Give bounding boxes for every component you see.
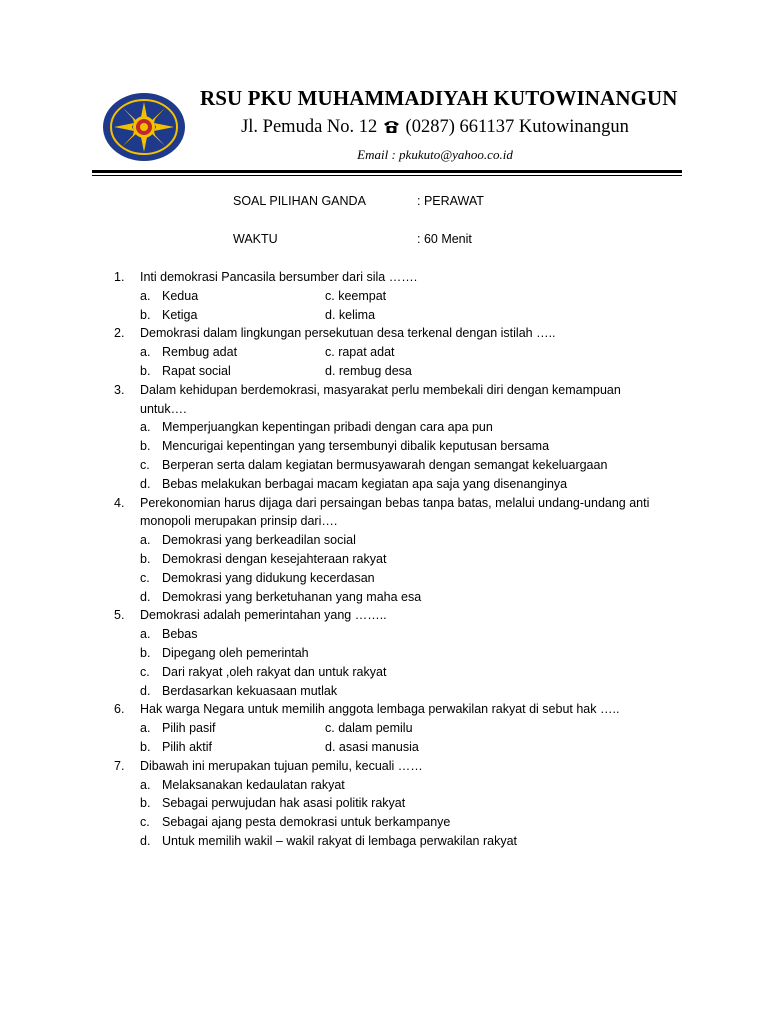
question-item bbox=[114, 381, 674, 494]
question-item bbox=[114, 700, 674, 756]
question-text bbox=[114, 700, 674, 719]
option-row bbox=[114, 738, 674, 757]
answer-option bbox=[114, 550, 674, 569]
answer-option bbox=[114, 456, 674, 475]
question-text bbox=[114, 606, 674, 625]
option-text: c. dalam pemilu bbox=[325, 721, 413, 736]
option-row bbox=[114, 719, 674, 738]
answer-option bbox=[325, 362, 412, 381]
option-list bbox=[114, 418, 674, 493]
option-text: Demokrasi dengan kesejahteraan rakyat bbox=[162, 551, 387, 566]
option-row bbox=[114, 287, 674, 306]
question-text bbox=[114, 512, 674, 531]
question-item bbox=[114, 757, 674, 851]
option-text: d. asasi manusia bbox=[325, 739, 419, 754]
question-text-line: untuk…. bbox=[140, 401, 187, 416]
option-text: Pilih pasif bbox=[162, 721, 216, 736]
answer-option bbox=[114, 625, 674, 644]
option-text: d. kelima bbox=[325, 307, 376, 322]
question-text bbox=[114, 400, 674, 419]
option-text: Bebas melakukan berbagai macam kegiatan apa saja yang disenanginya bbox=[162, 476, 568, 491]
option-text: Mencurigai kepentingan yang tersembunyi dibalik keputusan bersama bbox=[162, 439, 550, 454]
option-letter: d. bbox=[140, 833, 151, 848]
option-text: Rapat social bbox=[162, 363, 231, 378]
header-divider-thick bbox=[92, 170, 682, 173]
option-text: Demokrasi yang berkeadilan social bbox=[162, 533, 356, 548]
option-text: Melaksanakan kedaulatan rakyat bbox=[162, 777, 345, 792]
option-text: Memperjuangkan kepentingan pribadi dengan cara apa pun bbox=[162, 420, 493, 435]
question-text-line: Demokrasi adalah pemerintahan yang …….. bbox=[140, 608, 387, 623]
option-letter: c. bbox=[140, 570, 150, 585]
question-text-line: Dalam kehidupan berdemokrasi, masyarakat perlu membekali diri dengan kemampuan bbox=[140, 382, 621, 397]
question-item bbox=[114, 268, 674, 324]
question-number: 5. bbox=[114, 608, 125, 623]
option-text: Pilih aktif bbox=[162, 739, 213, 754]
muhammadiyah-logo bbox=[102, 92, 186, 162]
answer-option bbox=[114, 794, 674, 813]
option-letter: b. bbox=[140, 645, 151, 660]
option-letter: b. bbox=[140, 796, 151, 811]
question-text-line: Perekonomian harus dijaga dari persaingan bebas tanpa batas, melalui undang-undang anti bbox=[140, 495, 650, 510]
option-letter: a. bbox=[140, 777, 151, 792]
option-text: Sebagai ajang pesta demokrasi untuk berkampanye bbox=[162, 815, 451, 830]
option-list bbox=[114, 531, 674, 606]
option-letter: b. bbox=[140, 551, 151, 566]
question-text-line: Dibawah ini merupakan tujuan pemilu, kecuali …… bbox=[140, 758, 423, 773]
question-text bbox=[114, 757, 674, 776]
option-text: Berdasarkan kekuasaan mutlak bbox=[162, 683, 338, 698]
question-number: 7. bbox=[114, 758, 125, 773]
header-divider-thin bbox=[92, 175, 682, 176]
option-letter: b. bbox=[140, 439, 151, 454]
question-text-line: monopoli merupakan prinsip dari…. bbox=[140, 514, 338, 529]
hospital-address bbox=[200, 117, 670, 138]
option-grid bbox=[114, 343, 674, 381]
time-line bbox=[233, 232, 472, 246]
question-text-line: Demokrasi dalam lingkungan persekutuan desa terkenal dengan istilah ….. bbox=[140, 326, 556, 341]
question-number: 2. bbox=[114, 326, 125, 341]
answer-option bbox=[114, 437, 674, 456]
option-letter: a. bbox=[140, 627, 151, 642]
option-text: c. rapat adat bbox=[325, 345, 395, 360]
time-value: : 60 Menit bbox=[417, 232, 472, 246]
option-letter: d. bbox=[140, 683, 151, 698]
option-row bbox=[114, 306, 674, 325]
time-label: WAKTU bbox=[233, 232, 278, 246]
option-letter: d. bbox=[140, 476, 151, 491]
question-text-line: Inti demokrasi Pancasila bersumber dari sila ……. bbox=[140, 270, 418, 284]
option-letter: c. bbox=[140, 815, 150, 830]
option-text: Dipegang oleh pemerintah bbox=[162, 645, 309, 660]
answer-option bbox=[325, 306, 375, 325]
answer-option bbox=[325, 343, 395, 362]
answer-option bbox=[114, 813, 674, 832]
option-letter: b. bbox=[140, 307, 151, 322]
question-text bbox=[114, 324, 674, 343]
question-text bbox=[114, 268, 674, 287]
option-letter: a. bbox=[140, 533, 151, 548]
answer-option bbox=[114, 475, 674, 494]
option-row bbox=[114, 362, 674, 381]
option-letter: a. bbox=[140, 288, 151, 303]
address-phone-city: (0287) 661137 Kutowinangun bbox=[405, 117, 629, 137]
answer-option bbox=[325, 287, 386, 306]
question-item bbox=[114, 324, 674, 380]
answer-option bbox=[114, 682, 674, 701]
subject-value: : PERAWAT bbox=[417, 194, 484, 208]
option-list bbox=[114, 776, 674, 851]
answer-option bbox=[114, 569, 674, 588]
question-text bbox=[114, 494, 674, 513]
option-grid bbox=[114, 287, 674, 325]
option-letter: d. bbox=[140, 589, 151, 604]
option-letter: a. bbox=[140, 345, 151, 360]
question-item bbox=[114, 606, 674, 700]
answer-option bbox=[114, 776, 674, 795]
option-text: c. keempat bbox=[325, 288, 387, 303]
answer-option bbox=[114, 588, 674, 607]
option-letter: c. bbox=[140, 457, 150, 472]
question-number: 4. bbox=[114, 495, 125, 510]
answer-option bbox=[114, 531, 674, 550]
option-letter: b. bbox=[140, 363, 151, 378]
question-number: 3. bbox=[114, 382, 125, 397]
answer-option bbox=[114, 644, 674, 663]
option-text: Ketiga bbox=[162, 307, 198, 322]
answer-option bbox=[114, 832, 674, 851]
address-street: Jl. Pemuda No. 12 bbox=[241, 117, 378, 137]
answer-option bbox=[114, 663, 674, 682]
question-text-line: Hak warga Negara untuk memilih anggota lembaga perwakilan rakyat di sebut hak ….. bbox=[140, 702, 620, 717]
option-list bbox=[114, 625, 674, 700]
answer-option bbox=[325, 719, 413, 738]
hospital-name: RSU PKU MUHAMMADIYAH KUTOWINANGUN bbox=[200, 86, 678, 110]
subject-line bbox=[233, 194, 484, 208]
option-text: Kedua bbox=[162, 288, 199, 303]
hospital-email: Email : pkukuto@yahoo.co.id bbox=[357, 147, 513, 162]
option-text: Untuk memilih wakil – wakil rakyat di lembaga perwakilan rakyat bbox=[162, 833, 517, 848]
subject-label: SOAL PILIHAN GANDA bbox=[233, 194, 366, 208]
telephone-icon bbox=[383, 118, 400, 134]
option-text: d. rembug desa bbox=[325, 363, 412, 378]
question-text bbox=[114, 381, 674, 400]
question-list bbox=[114, 268, 674, 851]
option-text: Demokrasi yang berketuhanan yang maha esa bbox=[162, 589, 422, 604]
option-letter: c. bbox=[140, 664, 150, 679]
option-letter: b. bbox=[140, 739, 151, 754]
option-text: Demokrasi yang didukung kecerdasan bbox=[162, 570, 375, 585]
option-row bbox=[114, 343, 674, 362]
option-text: Dari rakyat ,oleh rakyat dan untuk rakyat bbox=[162, 664, 387, 679]
question-item bbox=[114, 494, 674, 607]
option-text: Rembug adat bbox=[162, 345, 238, 360]
answer-option bbox=[325, 738, 419, 757]
option-letter: a. bbox=[140, 721, 151, 736]
question-number: 6. bbox=[114, 702, 125, 717]
question-number: 1. bbox=[114, 270, 125, 284]
option-text: Bebas bbox=[162, 627, 198, 642]
option-grid bbox=[114, 719, 674, 757]
answer-option bbox=[114, 418, 674, 437]
option-letter: a. bbox=[140, 420, 151, 435]
option-text: Sebagai perwujudan hak asasi politik rakyat bbox=[162, 796, 406, 811]
option-text: Berperan serta dalam kegiatan bermusyawarah dengan semangat kekeluargaan bbox=[162, 457, 608, 472]
